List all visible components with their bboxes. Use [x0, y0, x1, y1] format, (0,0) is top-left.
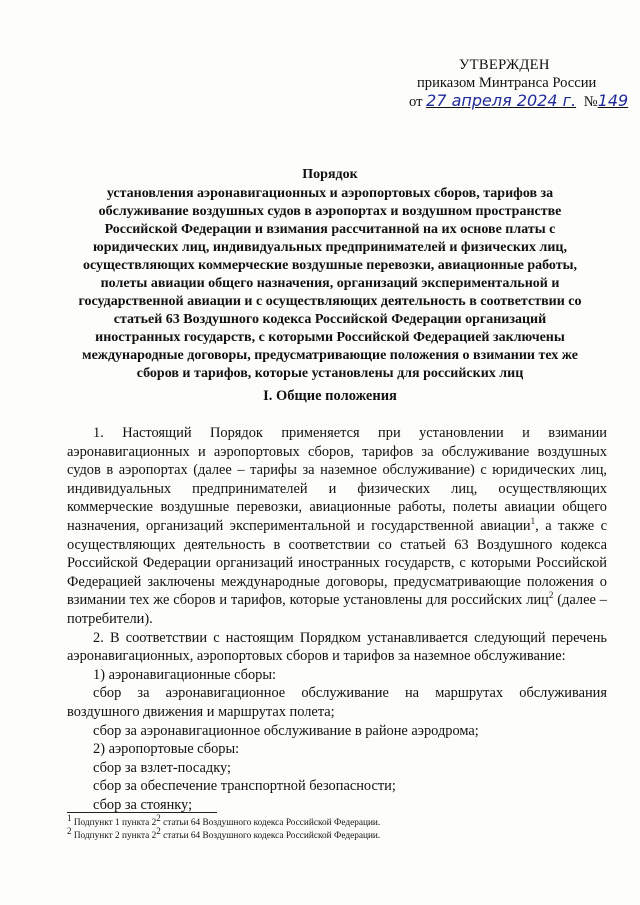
heading-line: полеты авиации общего назначения, организаций экспериментальной и — [100, 276, 560, 291]
footnote-ref-2: 2 — [548, 590, 554, 601]
heading-line: иностранных государств, с которыми Российской Федерацией заключены — [95, 330, 565, 345]
approval-stamp — [409, 56, 628, 111]
footnote-mark: 1 — [67, 812, 72, 823]
list-item: сбор за аэронавигационное обслуживание в районе аэродрома; — [93, 722, 479, 739]
paragraph-2: 2. В соответствии с настоящим Порядком устанавливается следующий перечень аэронавигационных, аэропортовых сборов и тарифов за наземное обслуживание: — [67, 629, 607, 665]
heading-line: обслуживание воздушных судов в аэропортах и воздушном пространстве — [98, 204, 562, 219]
approval-title: УТВЕРЖДЕН — [459, 57, 550, 73]
paragraph-1-text-a: 1. Настоящий Порядок применяется при установлении и взимании аэронавигационных и аэропортовых сборов, тарифов за обслуживание воздушных судов в аэропортах (далее – тарифы за наземное обслуживание) с юридических лиц, индивидуальных предпринимателей и физических лиц, осуществляющих коммерческие воздушные перевозки, авиационные работы, полеты авиации общего назначения, организаций экспериментальной и государственной авиации — [67, 425, 607, 534]
document-heading — [60, 166, 600, 383]
list-item: сбор за аэронавигационное обслуживание на маршрутах обслуживания воздушного движения и маршрутах полета; — [67, 685, 607, 720]
footnote-text: Подпункт 1 пункта 2 — [71, 818, 157, 828]
section-title: I. Общие положения — [263, 388, 397, 404]
heading-line: Российской Федерации и взимания рассчитанной на их основе платы с — [104, 222, 556, 237]
footnote-mark: 2 — [67, 825, 72, 836]
document-body — [67, 424, 607, 814]
paragraph-1 — [67, 424, 607, 629]
footnote-1 — [67, 812, 381, 830]
approval-date-line — [409, 92, 628, 111]
paragraph-1-text-b: , а также с осуществляющих деятельность в соответствии со статьей 63 Воздушного кодекса Российской Федерации организаций иностранных государств, с которыми Российской Федерацией заключены международные договоры, предусматривающие положения о взимании тех же сборов и тарифов, которые установлены для российских лиц — [67, 517, 608, 609]
number-label: № — [583, 94, 598, 110]
footnote-2 — [67, 825, 381, 843]
footnotes — [67, 812, 381, 843]
footnote-text: статьи 64 Воздушного кодекса Российской Федерации. — [160, 818, 381, 828]
footnote-sup: 2 — [156, 825, 161, 836]
heading-line: сборов и тарифов, которые установлены для российских лиц — [136, 366, 524, 381]
handwritten-date: 27 апреля 2024 г. — [426, 91, 577, 110]
list-item: сбор за взлет-посадку; — [93, 759, 231, 776]
heading-line: установления аэронавигационных и аэропортовых сборов, тарифов за — [106, 186, 554, 201]
footnote-divider — [67, 812, 217, 813]
heading-line: международные договоры, предусматривающие положения о взимании тех же — [82, 348, 578, 363]
list-item: 2) аэропортовые сборы: — [93, 741, 240, 758]
heading-line: государственной авиации и с осуществляющих деятельность в соответствии со — [78, 294, 582, 309]
footnote-sup: 2 — [156, 812, 161, 823]
handwritten-number: 149 — [597, 91, 629, 110]
approval-order: приказом Минтранса России — [417, 75, 597, 91]
heading-line: юридических лиц, индивидуальных предпринимателей и физических лиц, — [93, 240, 567, 255]
footnote-text: статьи 64 Воздушного кодекса Российской Федерации. — [160, 831, 381, 841]
heading-title: Порядок — [302, 167, 358, 182]
footnote-text: Подпункт 2 пункта 2 — [71, 831, 157, 841]
date-prefix: от — [409, 94, 423, 110]
list-item: сбор за стоянку; — [93, 796, 193, 813]
footnote-ref-1: 1 — [530, 516, 536, 527]
paragraph-1-text-c: (далее – потребители). — [67, 592, 608, 627]
heading-line: осуществляющих коммерческие воздушные перевозки, авиационные работы, — [82, 258, 578, 273]
list-item: 1) аэронавигационные сборы: — [93, 666, 277, 683]
list-item: сбор за обеспечение транспортной безопасности; — [93, 778, 396, 795]
heading-line: статьей 63 Воздушного кодекса Российской Федерации организаций — [113, 312, 547, 327]
